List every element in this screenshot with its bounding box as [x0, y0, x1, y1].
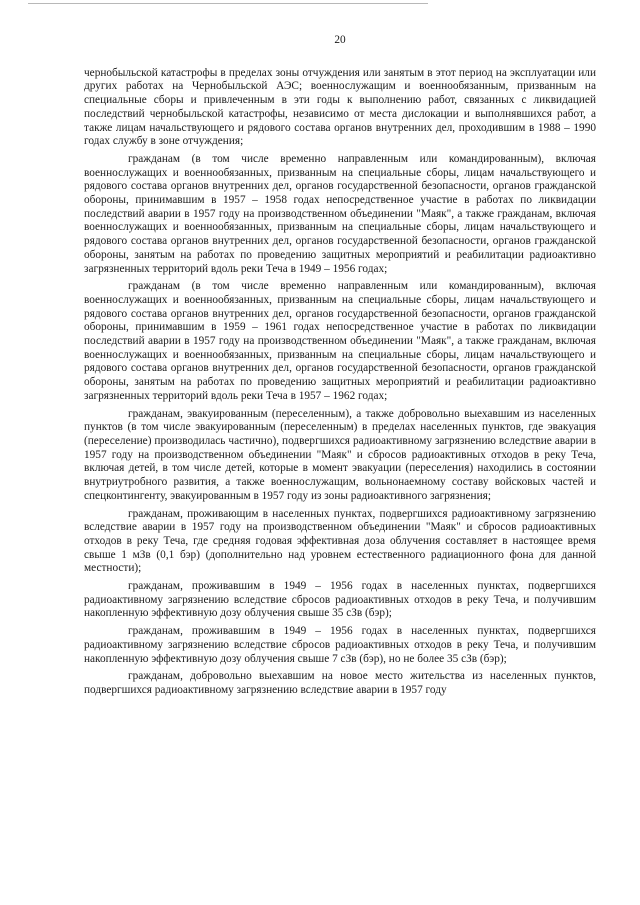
page-number: 20 — [334, 34, 346, 46]
paragraph-5: гражданам, проживающим в населенных пунктах, подвергшихся радиоактивному загрязнению вследствие аварии в 1957 году на производственном объединении "Маяк" и сбросов радиоактивных отходов в реку Теча, где средняя годовая эффективная доза облучения составляет в настоящее время свыше 1 мЗв (0,1 бэр) (дополнительно над уровнем естественного радиационного фона для данной местности); — [84, 507, 596, 575]
paragraph-7: гражданам, проживавшим в 1949 – 1956 годах в населенных пунктах, подвергшихся радиоактивному загрязнению вследствие сбросов радиоактивных отходов в реку Теча, и получившим накопленную эффективную дозу облучения свыше 7 сЗв (бэр), но не более 35 сЗв (бэр); — [84, 625, 596, 665]
paragraph-2: гражданам (в том числе временно направленным или командированным), включая военнослужащих и военнообязанных, призванным на специальные сборы, лицам начальствующего и рядового состава органов внутренних дел, органов государственной безопасности, органов гражданской обороны, принимавшим в 1957 – 1958 годах непосредственное участие в работах по ликвидации последствий аварии в 1957 году на производственном объединении "Маяк", а также гражданам, включая военнослужащих и военнообязанных, призванным на специальные сборы, лицам начальствующего и рядового состава органов внутренних дел, органов государственной безопасности, органов гражданской обороны, занятым на работах по проведению защитных мероприятий и реабилитации радиоактивно загрязненных территорий вдоль реки Теча в 1949 – 1956 годах; — [84, 152, 596, 275]
document-page — [84, 34, 596, 702]
paragraph-6: гражданам, проживавшим в 1949 – 1956 годах в населенных пунктах, подвергшихся радиоактивному загрязнению вследствие сбросов радиоактивных отходов в реку Теча, и получившим накопленную эффективную дозу облучения свыше 35 сЗв (бэр); — [84, 580, 596, 620]
paragraph-8: гражданам, добровольно выехавшим на новое место жительства из населенных пунктов, подвергшихся радиоактивному загрязнению вследствие аварии в 1957 году — [84, 670, 596, 696]
scan-top-edge-line — [28, 3, 428, 4]
paragraph-1: чернобыльской катастрофы в пределах зоны отчуждения или занятым в этот период на эксплуатации или других работах на Чернобыльской АЭС; военнослужащим и военнообязанным, призванным на специальные сборы и привлеченным в эти годы к выполнению работ, связанных с ликвидацией последствий чернобыльской катастрофы, независимо от места дислокации и выполнявшихся работ, а также лицам начальствующего и рядового состава органов внутренних дел, проходившим в 1988 – 1990 годах службу в зоне отчуждения; — [84, 66, 596, 148]
paragraph-3: гражданам (в том числе временно направленным или командированным), включая военнослужащих и военнообязанных, призванным на специальные сборы, лицам начальствующего и рядового состава органов внутренних дел, органов государственной безопасности, органов гражданской обороны, принимавшим в 1959 – 1961 годах непосредственное участие в работах по ликвидации последствий аварии в 1957 году на производственном объединении "Маяк", а также гражданам, включая военнослужащих и военнообязанных, призванным на специальные сборы, лицам начальствующего и рядового состава органов внутренних дел, органов государственной безопасности, органов гражданской обороны, занятым на работах по проведению защитных мероприятий и реабилитации радиоактивно загрязненных территорий вдоль реки Теча в 1957 – 1962 годах; — [84, 280, 596, 402]
paragraph-4: гражданам, эвакуированным (переселенным), а также добровольно выехавшим из населенных пунктов (в том числе эвакуированным (переселенным) в пределах населенных пунктов, где эвакуация (переселение) производилась частично), подвергшихся радиоактивному загрязнению вследствие аварии в 1957 году на производственном объединении "Маяк" и сбросов радиоактивных отходов в реку Теча, включая детей, в том числе детей, которые в момент эвакуации (переселения) находились в состоянии внутриутробного развития, а также военнослужащим, вольнонаемному составу войсковых частей и спецконтингенту, эвакуированным в 1957 году из зоны радиоактивного загрязнения; — [84, 407, 596, 502]
